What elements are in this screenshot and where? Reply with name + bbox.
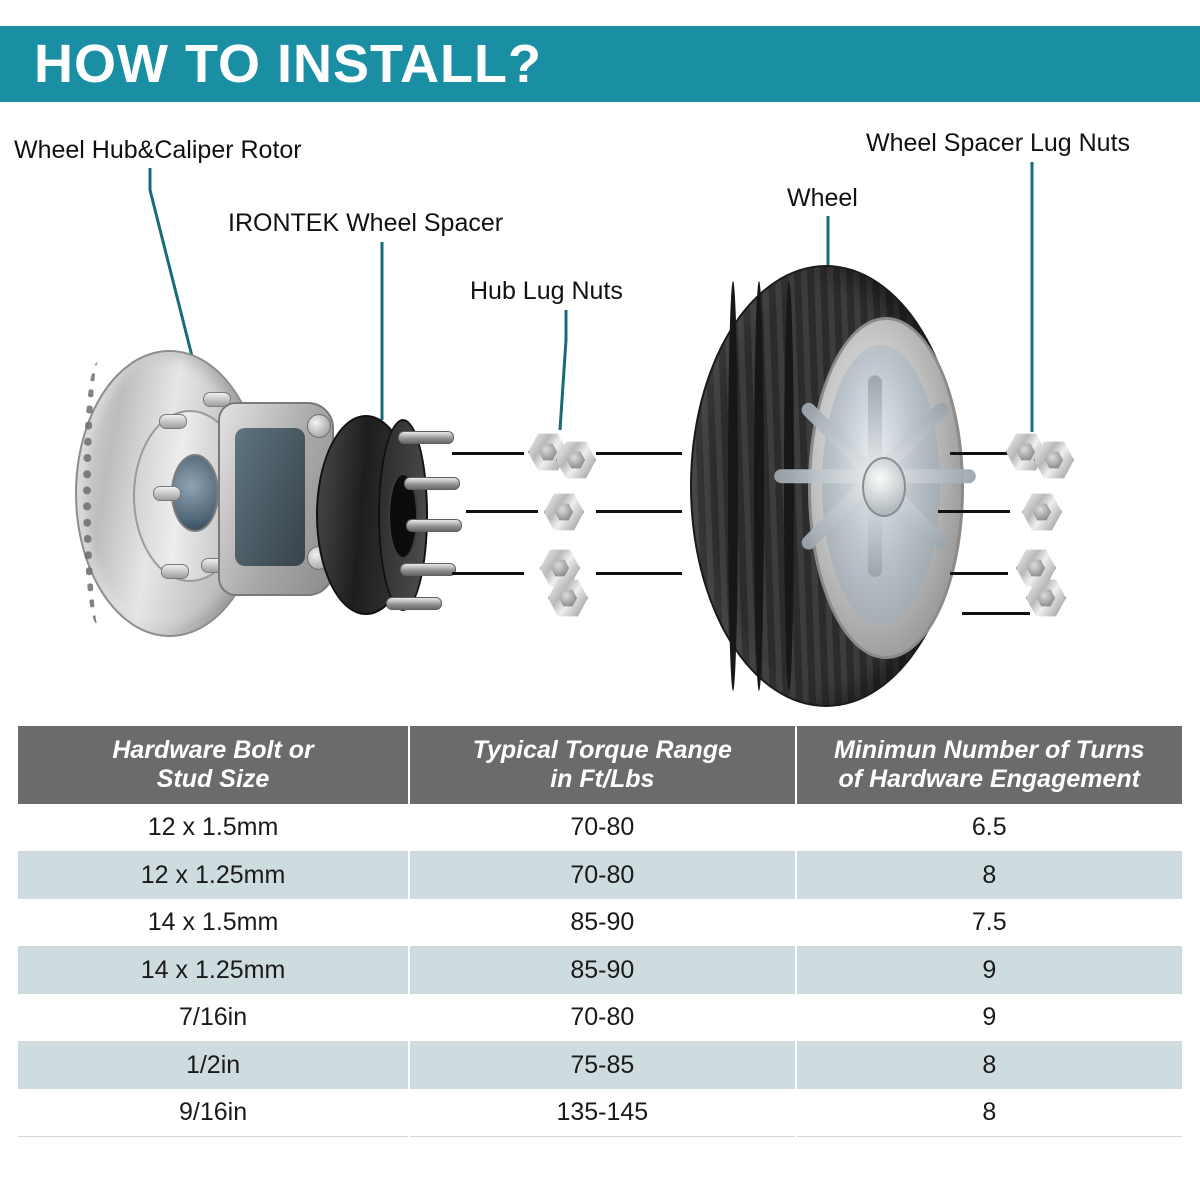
table-row: [18, 994, 1182, 1042]
spacer-stud: [404, 477, 460, 490]
cell-torque: 70-80: [409, 851, 795, 899]
callout-label-hub-lug-nuts: Hub Lug Nuts: [470, 277, 623, 305]
lug-connector-line: [452, 572, 524, 575]
table-row: [18, 1041, 1182, 1089]
cell-bolt-size: 1/2in: [18, 1041, 409, 1089]
cell-bolt-size: 14 x 1.25mm: [18, 946, 409, 994]
irontek-wheel-spacer-illustration: [316, 415, 451, 615]
callout-label-wheel-spacer-lug-nuts: Wheel Spacer Lug Nuts: [866, 129, 1131, 157]
cell-torque: 70-80: [409, 994, 795, 1042]
cell-torque: 75-85: [409, 1041, 795, 1089]
hub-stud: [161, 564, 189, 579]
column-header-line: Stud Size: [156, 764, 270, 793]
table-row: [18, 946, 1182, 994]
wheel-spacer-lug-nut: [1022, 492, 1062, 532]
rotor-vent-holes: [83, 362, 113, 625]
lug-connector-line: [596, 572, 682, 575]
column-header-line: Minimun Number of Turns: [833, 736, 1145, 764]
cell-turns: 8: [796, 851, 1182, 899]
callout-label-wheel-hub-caliper-rotor: Wheel Hub&Caliper Rotor: [14, 136, 302, 164]
header-banner: [0, 26, 1200, 102]
column-header-line: of Hardware Engagement: [838, 764, 1140, 793]
torque-spec-table: [18, 726, 1182, 1137]
spacer-stud: [386, 597, 442, 610]
tire-groove: [784, 281, 794, 691]
cell-bolt-size: 7/16in: [18, 994, 409, 1042]
hub-lug-nut: [544, 492, 584, 532]
cell-torque: 85-90: [409, 899, 795, 947]
lug-connector-line: [466, 510, 538, 513]
column-header-bolt-size: [18, 726, 409, 804]
torque-spec-table-wrapper: [18, 726, 1182, 1137]
lug-connector-line: [950, 572, 1008, 575]
table-header-row: [18, 726, 1182, 804]
lug-connector-line: [962, 612, 1030, 615]
cell-turns: 9: [796, 994, 1182, 1042]
wheel-illustration: [690, 265, 980, 705]
tire-groove: [728, 281, 738, 691]
column-header-line: in Ft/Lbs: [550, 764, 655, 793]
cell-turns: 9: [796, 946, 1182, 994]
cell-turns: 6.5: [796, 804, 1182, 852]
lug-connector-line: [596, 452, 682, 455]
hub-stud: [159, 414, 187, 429]
tire-groove: [754, 281, 764, 691]
lug-connector-line: [950, 452, 1008, 455]
cell-bolt-size: 14 x 1.5mm: [18, 899, 409, 947]
spacer-stud: [400, 563, 456, 576]
cell-torque: 135-145: [409, 1089, 795, 1137]
table-row: [18, 899, 1182, 947]
wheel-center-cap: [862, 457, 906, 517]
lug-connector-line: [596, 510, 682, 513]
cell-torque: 85-90: [409, 946, 795, 994]
cell-turns: 8: [796, 1041, 1182, 1089]
cell-bolt-size: 12 x 1.5mm: [18, 804, 409, 852]
table-row: [18, 804, 1182, 852]
cell-turns: 8: [796, 1089, 1182, 1137]
cell-bolt-size: 12 x 1.25mm: [18, 851, 409, 899]
spacer-stud: [398, 431, 454, 444]
column-header-line: Hardware Bolt or: [112, 736, 314, 764]
column-header-torque-range: [409, 726, 795, 804]
cell-bolt-size: 9/16in: [18, 1089, 409, 1137]
table-row: [18, 851, 1182, 899]
caliper-piston-housing: [235, 428, 305, 566]
cell-turns: 7.5: [796, 899, 1182, 947]
spacer-stud: [406, 519, 462, 532]
callout-label-irontek-wheel-spacer: IRONTEK Wheel Spacer: [228, 209, 504, 237]
page-title: HOW TO INSTALL?: [34, 34, 542, 94]
column-header-line: Typical Torque Range: [472, 736, 732, 764]
callout-label-wheel: Wheel: [787, 184, 858, 212]
hub-stud: [153, 486, 181, 501]
column-header-turns: [796, 726, 1182, 804]
cell-torque: 70-80: [409, 804, 795, 852]
lug-connector-line: [452, 452, 524, 455]
lug-connector-line: [938, 510, 1010, 513]
exploded-assembly-diagram: [0, 110, 1200, 720]
table-row: [18, 1089, 1182, 1137]
